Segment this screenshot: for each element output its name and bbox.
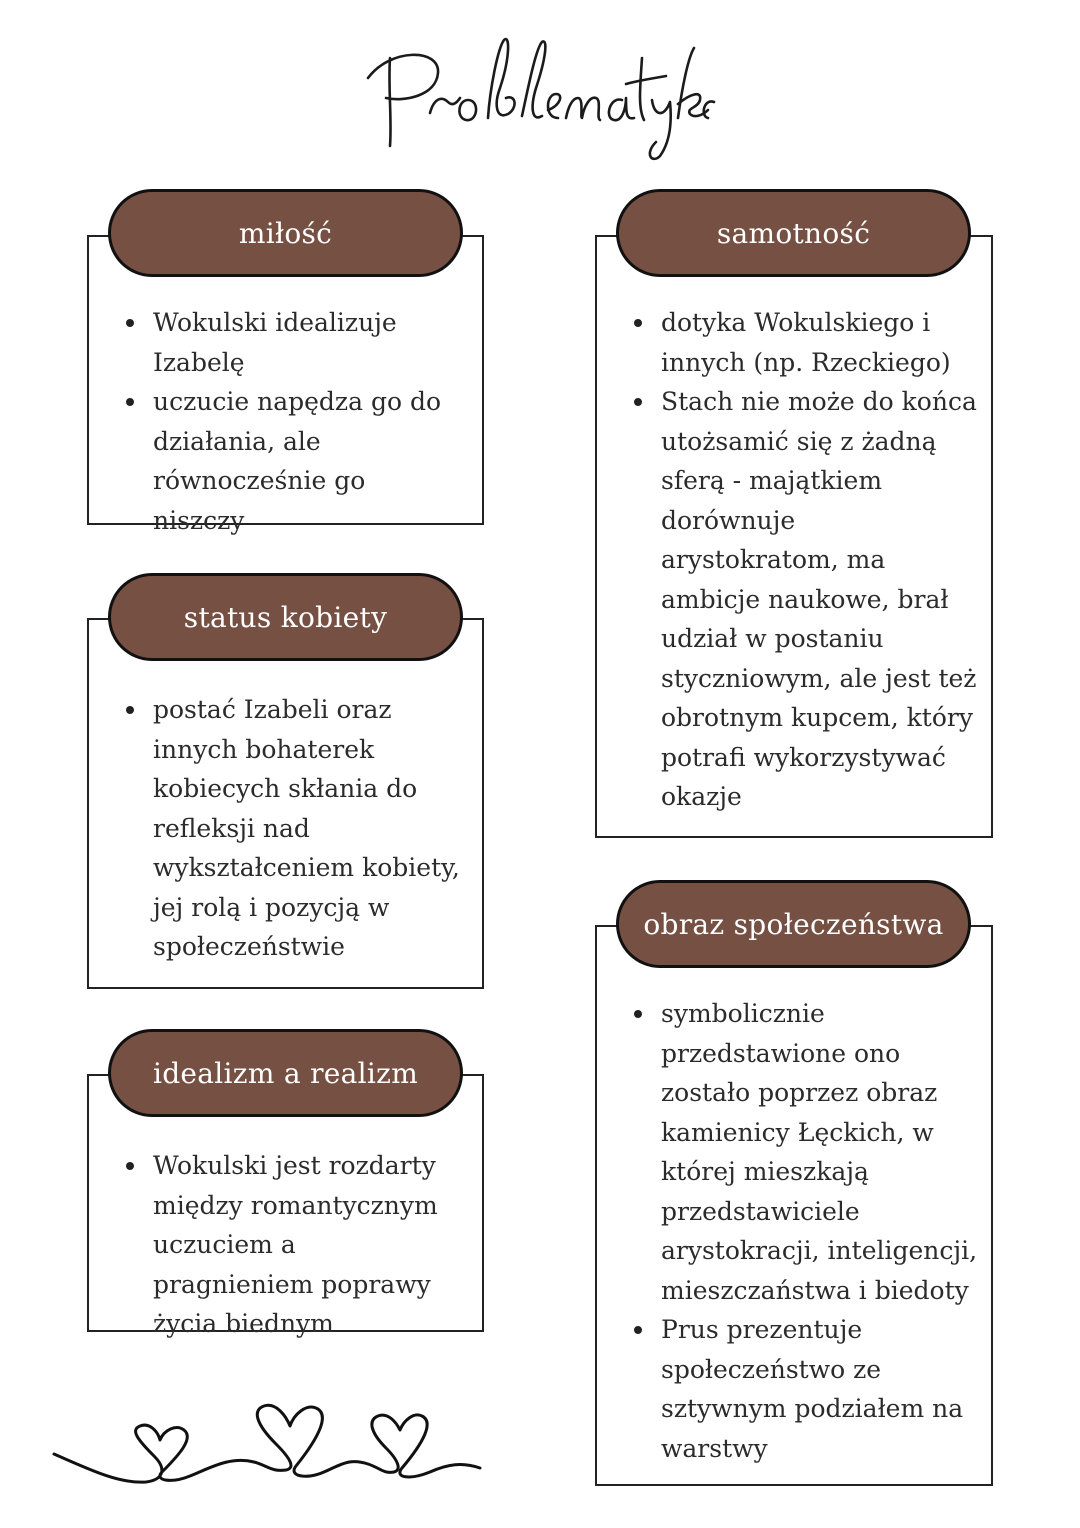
pill-spoleczenstwo (616, 880, 971, 968)
list-item: postać Izabeli oraz innych bohaterek kobiecych skłania do refleksji nad wykształceniem kobiety, jej rolą i pozycją w społeczeństwie (153, 690, 464, 967)
pill-milosc (108, 189, 463, 277)
handwritten-title-icon (360, 18, 720, 168)
list-item: symbolicznie przedstawione ono zostało poprzez obraz kamienicy Łęckich, w której mieszkają przedstawiciele arystokracji, inteligencji, mieszczaństwa i biedoty (661, 994, 979, 1310)
list-item: dotyka Wokulskiego i innych (np. Rzeckiego) (661, 303, 979, 382)
list-item: Prus prezentuje społeczeństwo ze sztywnym podziałem na warstwy (661, 1310, 979, 1468)
pill-status-kobiety-label: status kobiety (183, 600, 388, 634)
list-idealizm (87, 1146, 484, 1344)
pill-status-kobiety (108, 573, 463, 661)
pill-samotnosc-label: samotność (716, 216, 871, 250)
pill-milosc-label: miłość (238, 216, 333, 250)
list-status-kobiety (87, 690, 484, 967)
list-milosc (87, 303, 484, 540)
list-spoleczenstwo (595, 994, 993, 1468)
page-title (0, 18, 1080, 168)
list-item: uczucie napędza go do działania, ale równocześnie go niszczy (153, 382, 464, 540)
pill-idealizm (108, 1029, 463, 1117)
list-item: Wokulski idealizuje Izabelę (153, 303, 464, 382)
list-samotnosc (595, 303, 993, 817)
pill-idealizm-label: idealizm a realizm (152, 1056, 419, 1090)
list-item: Stach nie może do końca utożsamić się z żadną sferą - majątkiem dorównuje arystokratom, ma ambicje naukowe, brał udział w postaniu styczniowym, ale jest też obrotnym kupcem, który potrafi wykorzystywać okazje (661, 382, 979, 817)
pill-samotnosc (616, 189, 971, 277)
hearts-doodle-icon (50, 1392, 490, 1496)
pill-spoleczenstwo-label: obraz społeczeństwa (643, 907, 944, 941)
list-item: Wokulski jest rozdarty między romantycznym uczuciem a pragnieniem poprawy życia biednym (153, 1146, 464, 1344)
